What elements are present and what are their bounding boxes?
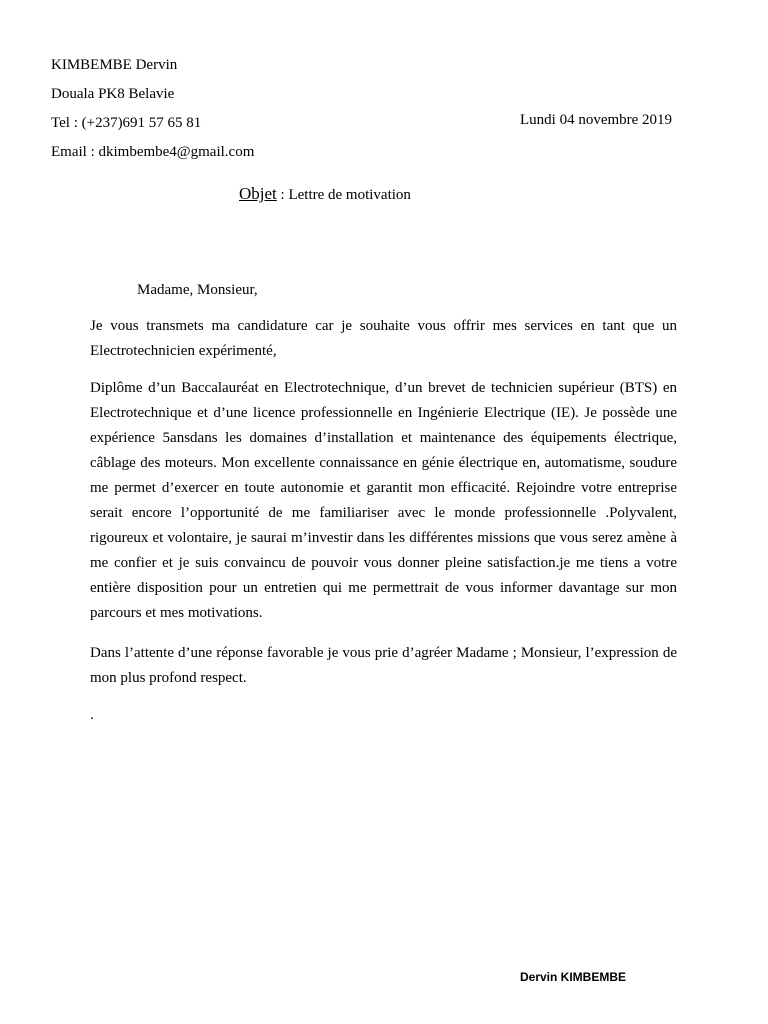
subject-text: Lettre de motivation <box>288 187 411 203</box>
salutation: Madame, Monsieur, <box>137 282 258 298</box>
sender-name: KIMBEMBE Dervin <box>51 57 178 73</box>
sender-address: Douala PK8 Belavie <box>51 86 175 102</box>
subject-line <box>239 185 411 204</box>
subject-separator: : <box>276 187 289 203</box>
body-paragraph-closing: Dans l’attente d’une réponse favorable je vous prie d’agréer Madame ; Monsieur, l’expression de mon plus profond respect. <box>90 645 677 686</box>
sender-phone: Tel : (+237)691 57 65 81 <box>51 115 202 131</box>
sender-email: Email : dkimbembe4@gmail.com <box>51 144 255 160</box>
body-paragraph-qualifications: Diplôme d’un Baccalauréat en Electrotechnique, d’un brevet de technicien supérieur (BTS) en Electrotechnique et d’une licence professionnelle en Ingénierie Electrique (IE). Je possède une expérience 5ansdans les domaines d’installation et maintenance des équipements électrique, câblage des moteurs. Mon excellente connaissance en génie électrique en, automatisme, soudure me permet d’exercer en toute autonomie et garantit mon efficacité. Rejoindre votre entreprise serait encore l’opportunité de me familiariser avec le monde professionnelle .Polyvalent, rigoureux et volontaire, je saurai m’investir dans les différentes missions que vous serez amène à me confier et je suis convaincu de pouvoir vous donner pleine satisfaction.je me tiens a votre entière disposition pour un entretien qui me permettrait de vous informer davantage sur mon parcours et mes motivations. <box>90 380 677 621</box>
letter-date: Lundi 04 novembre 2019 <box>520 112 673 128</box>
subject-label: Objet <box>239 184 277 203</box>
body-paragraph-intro: Je vous transmets ma candidature car je souhaite vous offrir mes services en tant que un Electrotechnicien expérimenté, <box>90 318 677 359</box>
signature: Dervin KIMBEMBE <box>520 970 627 984</box>
trailing-mark: . <box>90 707 94 723</box>
